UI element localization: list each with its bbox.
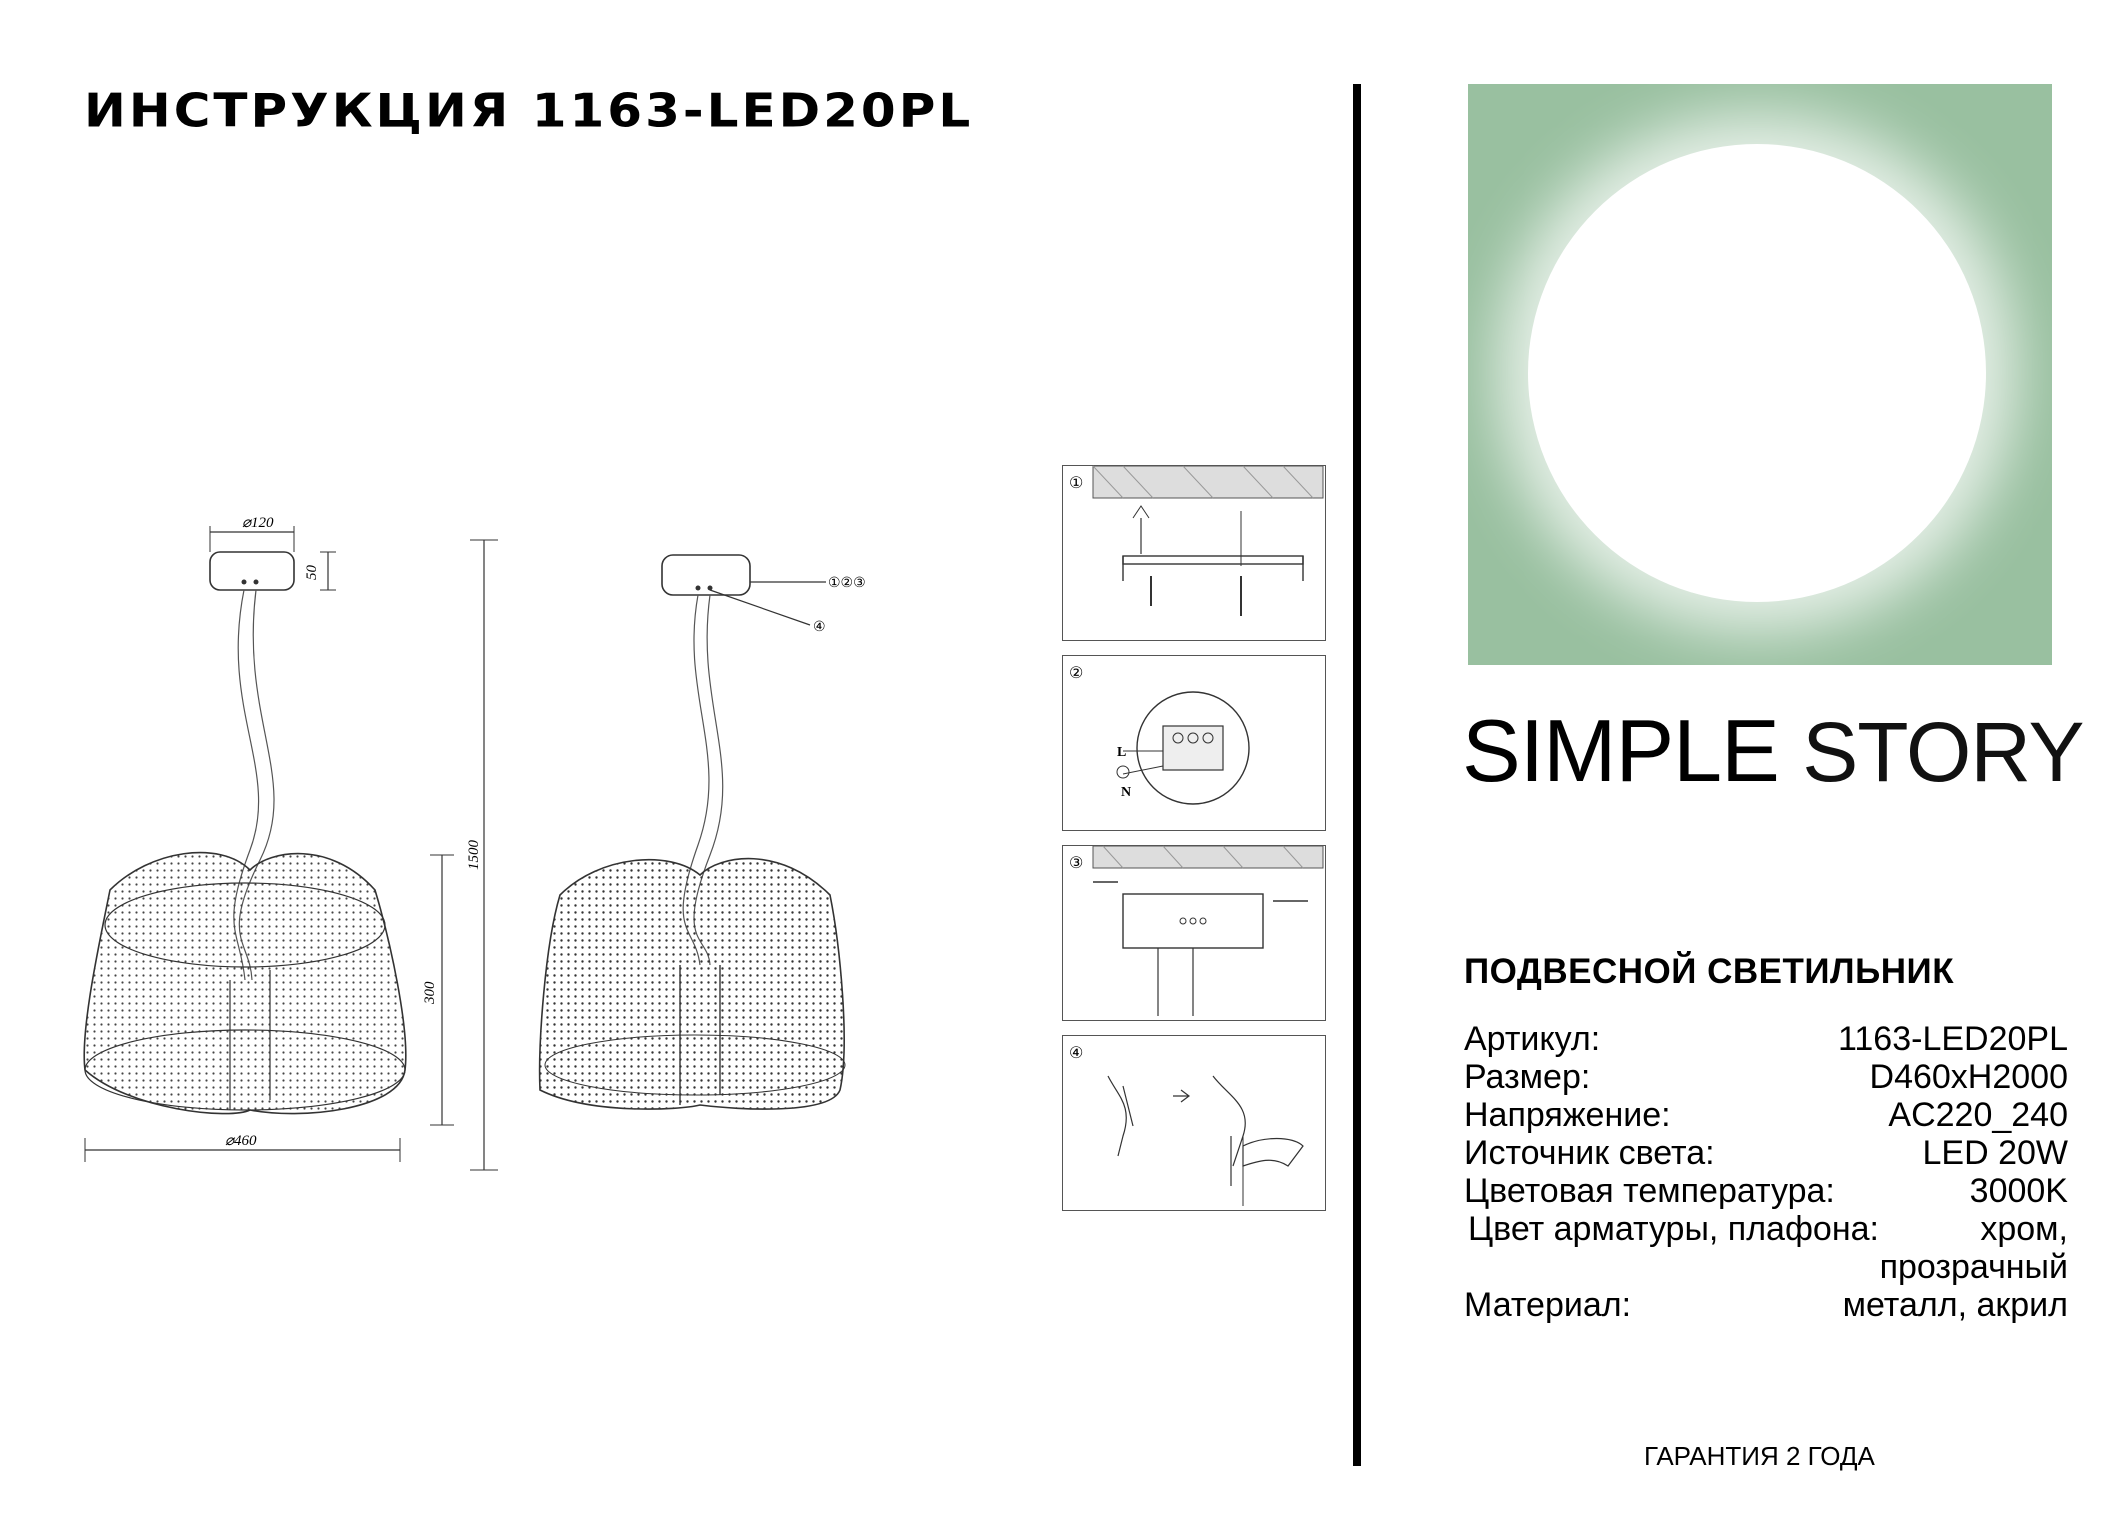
spec-row bbox=[1464, 1172, 2068, 1210]
dim-shade-diameter: ⌀460 bbox=[225, 1133, 257, 1149]
brand-part-1: SIMPLE bbox=[1462, 701, 1779, 800]
spec-label: Напряжение: bbox=[1464, 1096, 1671, 1134]
brand-logo bbox=[1462, 700, 2084, 802]
dim-shade-height: 300 bbox=[422, 981, 438, 1004]
spec-row bbox=[1464, 1286, 2068, 1324]
spec-row bbox=[1464, 1134, 2068, 1172]
step-4-number: ④ bbox=[1069, 1045, 1084, 1062]
spec-label: Цвет арматуры, плафона: bbox=[1468, 1210, 1879, 1248]
spec-row bbox=[1464, 1058, 2068, 1096]
document-title: ИНСТРУКЦИЯ 1163-LED20PL bbox=[84, 84, 974, 138]
dim-total-height: 1500 bbox=[466, 840, 482, 870]
spec-row bbox=[1464, 1096, 2068, 1134]
spec-table bbox=[1464, 1020, 2068, 1324]
step-4-panel bbox=[1062, 1035, 1326, 1211]
dim-canopy-diameter: ⌀120 bbox=[242, 515, 274, 531]
spec-value-continued: прозрачный bbox=[1879, 1248, 2068, 1286]
spec-value: металл, акрил bbox=[1842, 1286, 2068, 1324]
product-type: ПОДВЕСНОЙ СВЕТИЛЬНИК bbox=[1464, 952, 1955, 991]
spec-value: AC220_240 bbox=[1888, 1096, 2068, 1134]
spec-label: Размер: bbox=[1464, 1058, 1591, 1096]
step-2-panel bbox=[1062, 655, 1326, 831]
canopy-shape bbox=[210, 552, 294, 590]
spec-label: Артикул: bbox=[1464, 1020, 1601, 1058]
step-1-panel bbox=[1062, 465, 1326, 641]
spec-value: 3000K bbox=[1969, 1172, 2068, 1210]
step-1-number: ① bbox=[1069, 475, 1084, 492]
dim-canopy-height: 50 bbox=[304, 565, 320, 580]
dimensioned-drawing bbox=[70, 510, 530, 1170]
step-3-panel bbox=[1062, 845, 1326, 1021]
shade-shape bbox=[540, 859, 844, 1109]
glowing-globe bbox=[1528, 144, 1986, 602]
step-3-number: ③ bbox=[1069, 855, 1084, 872]
step-2-number: ② bbox=[1069, 665, 1084, 682]
spec-value: D460xH2000 bbox=[1869, 1058, 2068, 1096]
vertical-divider bbox=[1353, 84, 1361, 1466]
callout-drawing bbox=[530, 545, 866, 1115]
spec-label: Материал: bbox=[1464, 1286, 1632, 1324]
shade-shape bbox=[84, 853, 406, 1114]
spec-label: Источник света: bbox=[1464, 1134, 1715, 1172]
spec-row bbox=[1464, 1020, 2068, 1058]
step-2-label-n: N bbox=[1121, 785, 1132, 800]
callout-b: ④ bbox=[813, 620, 826, 635]
warranty-note: ГАРАНТИЯ 2 ГОДА bbox=[1644, 1441, 1875, 1471]
spec-value: 1163-LED20PL bbox=[1838, 1020, 2068, 1058]
callout-a: ①②③ bbox=[828, 576, 866, 591]
canopy-shape bbox=[662, 555, 750, 595]
product-hero-image bbox=[1468, 84, 2052, 665]
brand-part-2: STORY bbox=[1802, 705, 2084, 799]
spec-row bbox=[1464, 1210, 2068, 1248]
spec-value: LED 20W bbox=[1922, 1134, 2068, 1172]
spec-value: хром, bbox=[1980, 1210, 2068, 1248]
step-2-label-l: L bbox=[1117, 745, 1127, 760]
spec-label: Цветовая температура: bbox=[1464, 1172, 1835, 1210]
